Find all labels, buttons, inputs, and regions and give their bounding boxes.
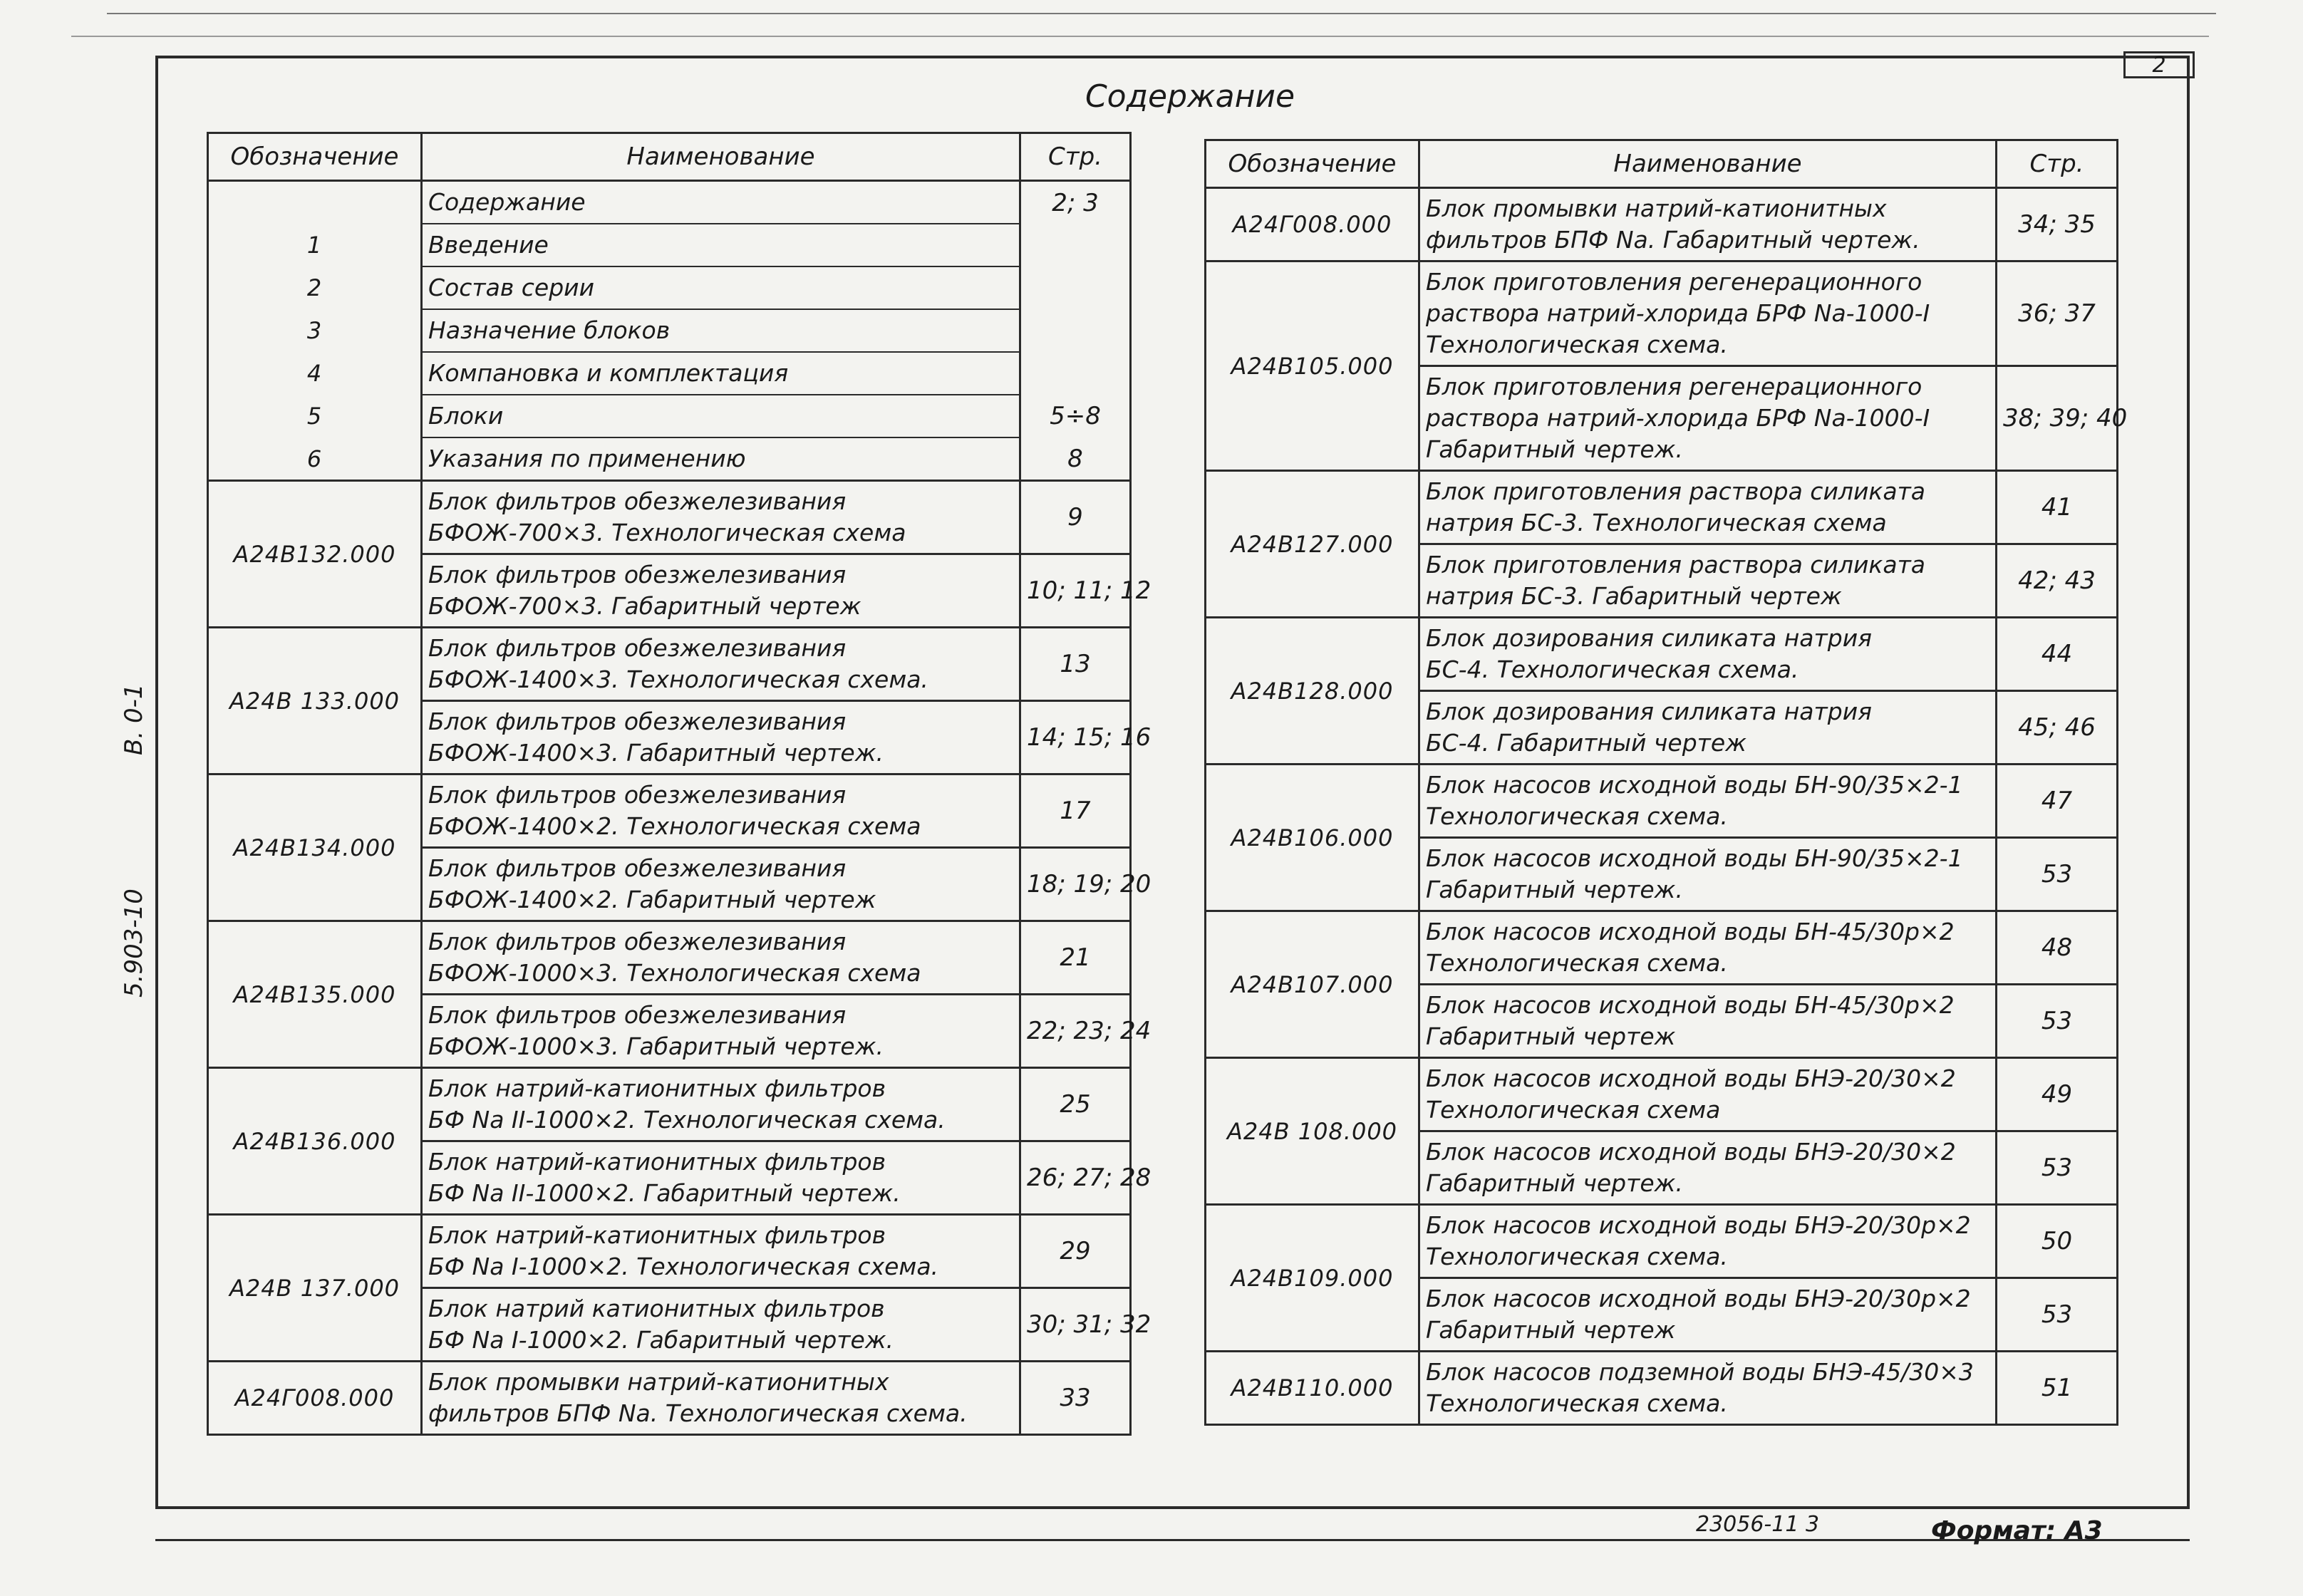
block-name-line: Габаритный чертеж. [1426,876,1683,903]
block-name-line: БФ Na II-1000×2. Габаритный чертеж. [428,1179,901,1207]
block-page: 26; 27; 28 [1020,1141,1131,1215]
block-code: А24В105.000 [1206,261,1419,471]
block-name-line: Блок фильтров обезжелезивания [428,487,847,515]
page-number: 2 [2123,51,2195,78]
block-name-line: раствора натрий-хлорида БРФ Na-1000-I [1426,404,1930,432]
section-number [208,181,422,224]
block-code: А24В136.000 [208,1068,422,1215]
block-page: 53 [1997,1278,2118,1352]
section-page [1020,309,1131,352]
block-code: А24В107.000 [1206,911,1419,1058]
block-name-line: Блок фильтров обезжелезивания [428,634,847,662]
block-name [1419,911,1997,985]
table-row [1206,1058,2118,1131]
section-page: 5÷8 [1020,395,1131,437]
block-page: 17 [1020,774,1131,848]
section-name: Компановка и комплектация [422,352,1020,395]
table-row [208,774,1131,848]
block-page: 48 [1997,911,2118,985]
block-name-line: раствора натрий-хлорида БРФ Na-1000-I [1426,299,1930,327]
block-name [1419,366,1997,471]
block-name-line: Блок насосов исходной воды БНЭ-20/30р×2 [1426,1285,1971,1312]
block-page: 45; 46 [1997,691,2118,765]
block-name-line: БФОЖ-1000×3. Технологическая схема [428,959,921,987]
block-name-line: Блок фильтров обезжелезивания [428,708,847,735]
block-name-line: Габаритный чертеж [1426,1022,1676,1050]
block-name-line: Блок насосов исходной воды БНЭ-20/30р×2 [1426,1211,1971,1239]
block-page: 25 [1020,1068,1131,1141]
block-page: 9 [1020,481,1131,554]
right-contents-table [1204,139,2128,1426]
block-page: 18; 19; 20 [1020,848,1131,921]
block-code: А24В 133.000 [208,628,422,774]
block-code: А24В128.000 [1206,618,1419,765]
block-name-line: натрия БС-3. Габаритный чертеж [1426,582,1842,610]
block-name-line: БФОЖ-700×3. Технологическая схема [428,519,906,546]
block-page: 33 [1020,1362,1131,1435]
block-name [422,1068,1020,1141]
section-number: 1 [208,224,422,266]
block-name-line: Блок фильтров обезжелезивания [428,781,847,809]
block-name-line: Блок натрий-катионитных фильтров [428,1221,886,1249]
block-code: А24В 108.000 [1206,1058,1419,1205]
block-page: 41 [1997,471,2118,544]
block-name-line: Блок фильтров обезжелезивания [428,561,847,589]
format-label: Формат: А3 [1931,1516,2103,1545]
block-page: 49 [1997,1058,2118,1131]
section-name: Назначение блоков [422,309,1020,352]
block-page: 53 [1997,1131,2118,1205]
block-name-line: БФ Na I-1000×2. Технологическая схема. [428,1253,939,1280]
block-name-line: Технологическая схема. [1426,331,1728,358]
block-name [1419,691,1997,765]
block-name [422,1141,1020,1215]
block-name [422,774,1020,848]
block-name-line: Блок насосов исходной воды БНЭ-20/30×2 [1426,1064,1956,1092]
section-page [1020,352,1131,395]
block-name-line: Габаритный чертеж. [1426,435,1683,463]
right-header-name: Наименование [1419,140,1997,188]
table-row [1206,911,2118,985]
block-name-line: Технологическая схема. [1426,949,1728,977]
block-name-line: натрия БС-3. Технологическая схема [1426,509,1887,537]
block-name-line: БФОЖ-1400×3. Габаритный чертеж. [428,739,884,767]
block-name [422,848,1020,921]
section-row [208,309,1131,352]
block-name-line: БС-4. Габаритный чертеж [1426,729,1746,757]
block-name [1419,471,1997,544]
section-page: 8 [1020,437,1131,481]
block-page: 53 [1997,838,2118,911]
block-name-line: Блок натрий-катионитных фильтров [428,1148,886,1176]
section-page [1020,224,1131,266]
block-name-line: Блок насосов подземной воды БНЭ-45/30×3 [1426,1358,1974,1386]
block-name [422,1215,1020,1288]
section-row [208,352,1131,395]
section-row [208,266,1131,309]
left-header-page: Стр. [1020,133,1131,181]
section-number: 4 [208,352,422,395]
section-number: 5 [208,395,422,437]
section-row [208,395,1131,437]
right-table-body [1206,188,2128,1425]
block-code: А24В109.000 [1206,1205,1419,1352]
block-name-line: БФ Na I-1000×2. Габаритный чертеж. [428,1326,894,1354]
block-name-line: Габаритный чертеж. [1426,1169,1683,1197]
block-name [1419,188,1997,261]
block-name-line: Блок натрий-катионитных фильтров [428,1074,886,1102]
block-name [1419,544,1997,618]
right-header-code: Обозначение [1206,140,1419,188]
section-page: 2; 3 [1020,181,1131,224]
table-row [208,481,1131,554]
block-name-line: Блок фильтров обезжелезивания [428,1001,847,1029]
block-page: 42; 43 [1997,544,2118,618]
block-name [1419,1058,1997,1131]
sheet-title: Содержание [1085,78,1295,115]
left-header-code: Обозначение [208,133,422,181]
block-code: А24Г008.000 [1206,188,1419,261]
block-name-line: Габаритный чертеж [1426,1316,1676,1344]
section-number: 3 [208,309,422,352]
section-row [208,224,1131,266]
left-table-body [208,181,1152,1435]
block-page: 29 [1020,1215,1131,1288]
block-name-line: Блок промывки натрий-катионитных [428,1368,889,1396]
block-name [1419,618,1997,691]
block-name-line: Технологическая схема. [1426,802,1728,830]
block-name-line: Блок дозирования силиката натрия [1426,624,1873,652]
block-name-line: Блок насосов исходной воды БНЭ-20/30×2 [1426,1138,1956,1166]
section-page [1020,266,1131,309]
block-name-line: Блок фильтров обезжелезивания [428,854,847,882]
block-name-line: БФ Na II-1000×2. Технологическая схема. [428,1106,946,1134]
table-row [208,921,1131,995]
section-number: 2 [208,266,422,309]
block-name [1419,1131,1997,1205]
table-row [1206,188,2118,261]
table-row [1206,471,2118,544]
block-name-line: фильтров БПФ Na. Технологическая схема. [428,1399,968,1427]
section-name: Указания по применению [422,437,1020,481]
document-stamp: 23056-11 3 [1696,1512,1820,1537]
block-name-line: Блок приготовления регенерационного [1426,373,1922,400]
block-name-line: фильтров БПФ Na. Габаритный чертеж. [1426,226,1920,254]
right-header-row [1206,140,2118,188]
block-page: 50 [1997,1205,2118,1278]
block-name-line: БФОЖ-1000×3. Габаритный чертеж. [428,1032,884,1060]
side-code-top: В. 0-1 [120,683,148,755]
top-edge-line [107,13,2216,14]
block-page: 36; 37 [1997,261,2118,366]
table-row [208,1362,1131,1435]
block-name-line: Блок фильтров обезжелезивания [428,928,847,955]
block-code: А24В 137.000 [208,1215,422,1362]
block-name-line: Блок насосов исходной воды БН-90/35×2-1 [1426,771,1963,799]
block-name [422,1288,1020,1362]
left-header-name: Наименование [422,133,1020,181]
block-code: А24В135.000 [208,921,422,1068]
block-name [1419,985,1997,1058]
block-page: 21 [1020,921,1131,995]
block-name-line: Блок натрий катионитных фильтров [428,1295,885,1322]
block-name-line: БФОЖ-1400×2. Технологическая схема [428,812,921,840]
block-code: А24Г008.000 [208,1362,422,1435]
block-name-line: Блок насосов исходной воды БН-45/30р×2 [1426,918,1955,945]
block-name [422,628,1020,701]
table-row [208,1215,1131,1288]
block-page: 10; 11; 12 [1020,554,1131,628]
table-row [1206,1352,2118,1425]
side-code-bottom: 5.903-10 [120,888,148,998]
bottom-rule [155,1539,2190,1541]
left-header-row [208,133,1131,181]
block-code: А24В132.000 [208,481,422,628]
block-name [422,701,1020,774]
section-row [208,181,1131,224]
block-name [1419,1278,1997,1352]
block-name-line: Блок приготовления раствора силиката [1426,477,1926,505]
block-code: А24В127.000 [1206,471,1419,618]
block-name-line: Блок приготовления раствора силиката [1426,551,1926,579]
table-row [1206,1205,2118,1278]
table-row [1206,618,2118,691]
block-name-line: Блок насосов исходной воды БН-90/35×2-1 [1426,844,1963,872]
left-contents-table [207,132,1152,1436]
section-name: Введение [422,224,1020,266]
block-page: 14; 15; 16 [1020,701,1131,774]
section-row [208,437,1131,481]
block-page: 44 [1997,618,2118,691]
block-name [1419,838,1997,911]
block-name-line: БФОЖ-1400×2. Габаритный чертеж [428,886,876,913]
section-name: Состав серии [422,266,1020,309]
block-name [1419,1205,1997,1278]
top-edge-line-2 [71,36,2209,37]
block-name [422,1362,1020,1435]
block-name-line: Блок приготовления регенерационного [1426,268,1922,296]
block-name [422,481,1020,554]
block-name-line: БС-4. Технологическая схема. [1426,656,1799,683]
table-row [1206,765,2118,838]
block-name-line: Технологическая схема. [1426,1243,1728,1270]
block-code: А24В134.000 [208,774,422,921]
block-page: 51 [1997,1352,2118,1425]
block-page: 34; 35 [1997,188,2118,261]
block-name-line: Технологическая схема [1426,1096,1721,1124]
table-row [208,1068,1131,1141]
table-row [1206,261,2118,366]
section-number: 6 [208,437,422,481]
block-name-line: Блок дозирования силиката натрия [1426,698,1873,725]
block-page: 53 [1997,985,2118,1058]
block-page: 30; 31; 32 [1020,1288,1131,1362]
block-name [422,995,1020,1068]
block-name-line: Блок промывки натрий-катионитных [1426,195,1887,222]
section-name: Содержание [422,181,1020,224]
block-page: 22; 23; 24 [1020,995,1131,1068]
block-name [422,921,1020,995]
table-row [208,628,1131,701]
block-code: А24В110.000 [1206,1352,1419,1425]
section-name: Блоки [422,395,1020,437]
block-name [1419,765,1997,838]
block-name-line: Технологическая схема. [1426,1389,1728,1417]
block-name-line: БФОЖ-700×3. Габаритный чертеж [428,592,861,620]
block-page: 13 [1020,628,1131,701]
block-name [1419,1352,1997,1425]
block-name [422,554,1020,628]
block-name-line: Блок насосов исходной воды БН-45/30р×2 [1426,991,1955,1019]
right-header-page: Стр. [1997,140,2118,188]
block-page: 47 [1997,765,2118,838]
block-name [1419,261,1997,366]
block-name-line: БФОЖ-1400×3. Технологическая схема. [428,665,928,693]
block-page: 38; 39; 40 [1997,366,2118,471]
block-code: А24В106.000 [1206,765,1419,911]
